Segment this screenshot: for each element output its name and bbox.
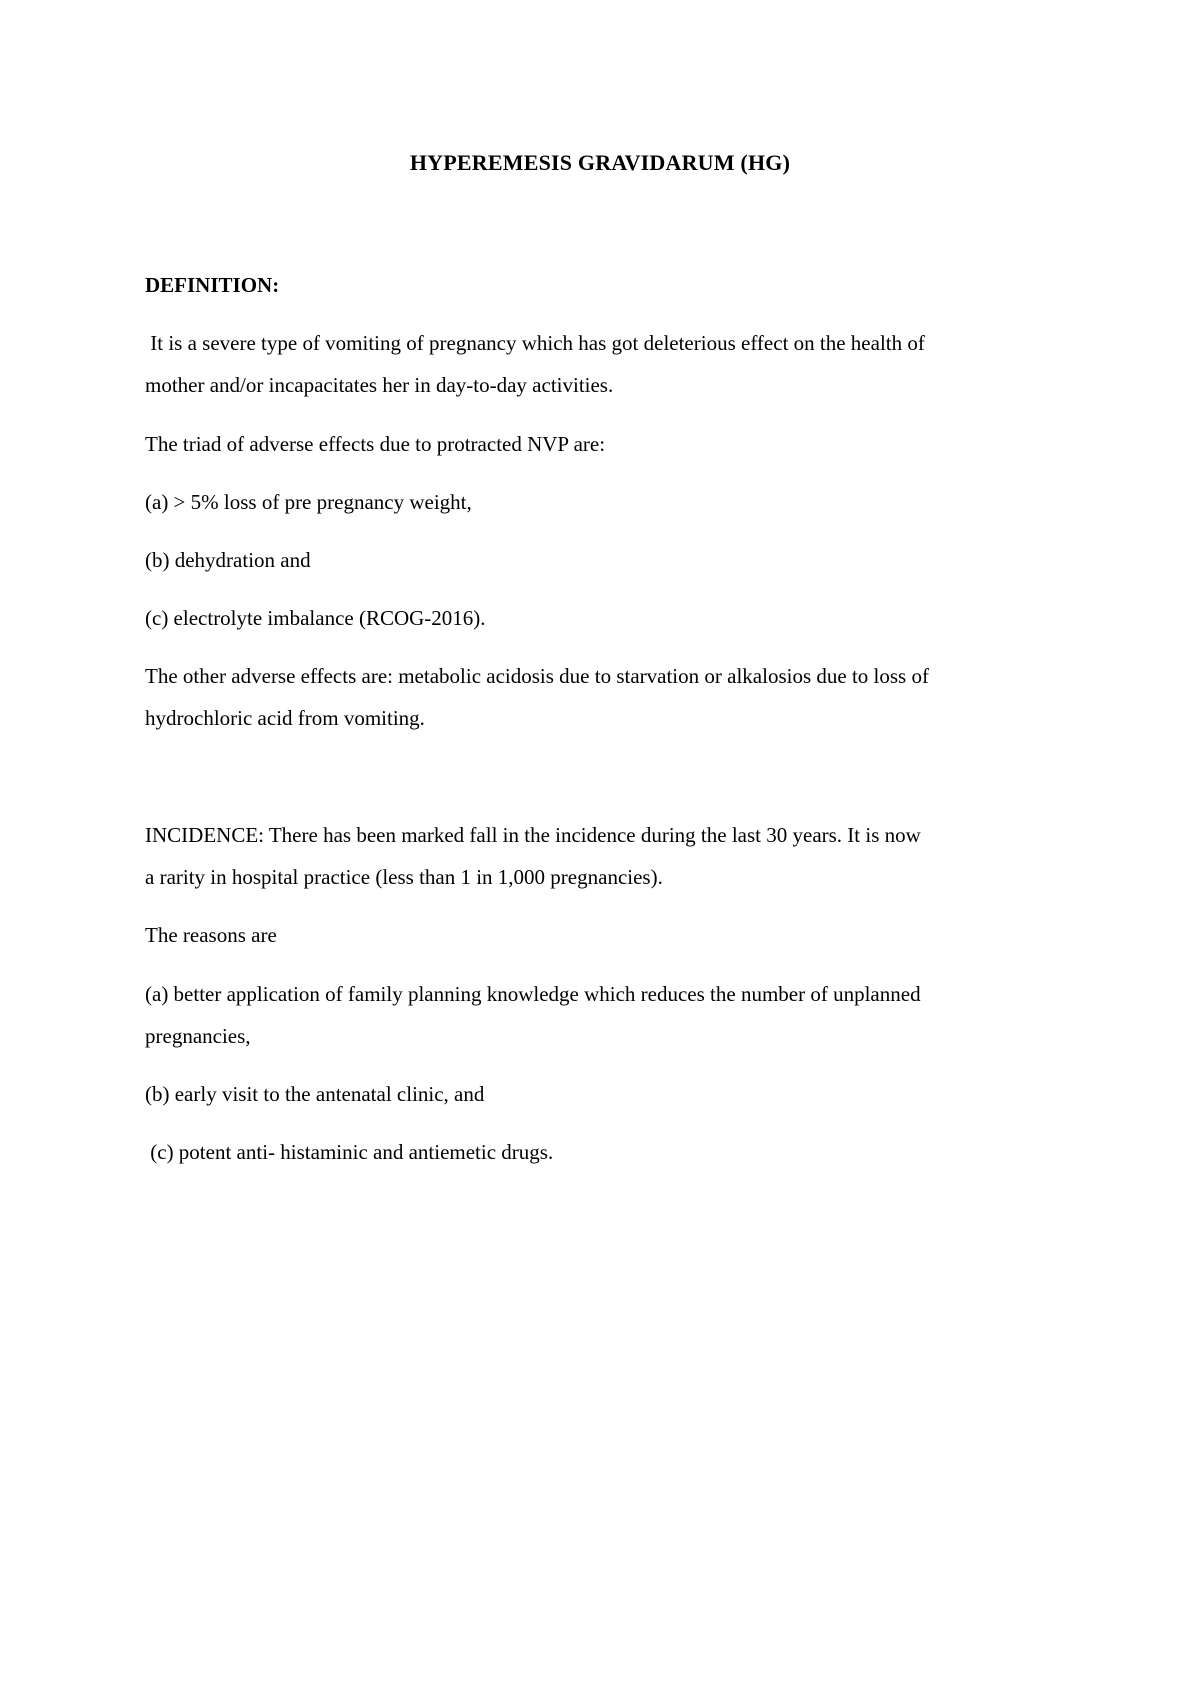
reasons-intro: The reasons are <box>145 923 277 947</box>
document-title: HYPEREMESIS GRAVIDARUM (HG) <box>409 150 791 175</box>
triad-intro: The triad of adverse effects due to protracted NVP are: <box>145 432 606 456</box>
reason-b: (b) early visit to the antenatal clinic, and <box>145 1082 485 1106</box>
definition-text-line-1: It is a severe type of vomiting of pregnancy which has got deleterious effect on the health of <box>145 331 925 355</box>
incidence-line-1: INCIDENCE: There has been marked fall in the incidence during the last 30 years. It is now <box>145 823 921 847</box>
definition-text-line-2: mother and/or incapacitates her in day-to-day activities. <box>145 373 614 397</box>
incidence-line-2: a rarity in hospital practice (less than 1 in 1,000 pregnancies). <box>145 865 663 889</box>
other-effects-line-2: hydrochloric acid from vomiting. <box>145 706 425 730</box>
definition-heading: DEFINITION: <box>145 273 280 297</box>
other-effects-line-1: The other adverse effects are: metabolic acidosis due to starvation or alkalosios due to loss of <box>145 664 929 688</box>
triad-item-b: (b) dehydration and <box>145 548 311 572</box>
triad-item-a: (a) > 5% loss of pre pregnancy weight, <box>145 490 472 514</box>
reason-a-line-2: pregnancies, <box>145 1024 251 1048</box>
reason-a-line-1: (a) better application of family planning knowledge which reduces the number of unplanned <box>145 982 921 1006</box>
triad-item-c: (c) electrolyte imbalance (RCOG-2016). <box>145 606 486 630</box>
reason-c: (c) potent anti- histaminic and antiemetic drugs. <box>145 1140 554 1164</box>
